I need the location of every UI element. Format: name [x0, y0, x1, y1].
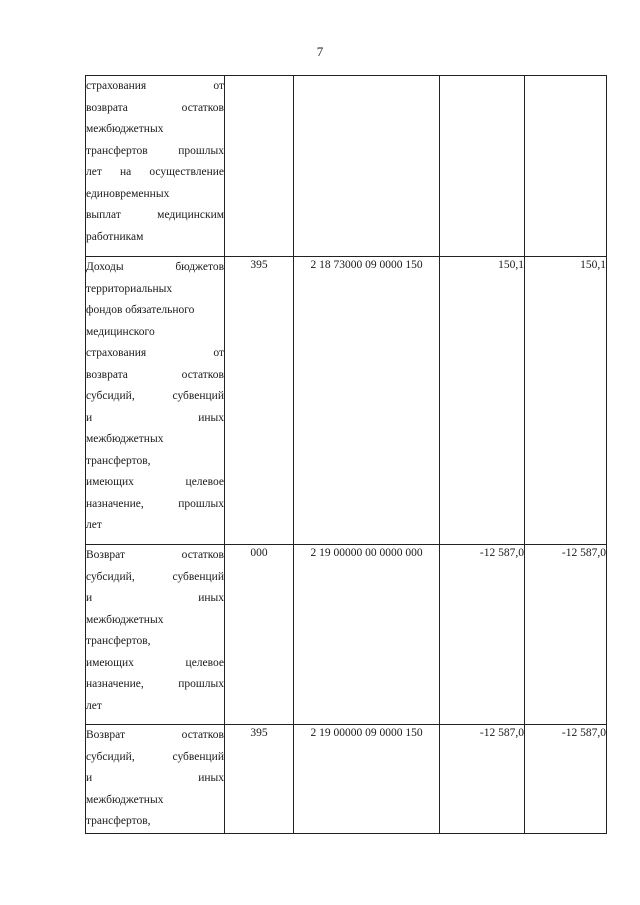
name-line: страхования от: [86, 80, 224, 92]
budget-table: [85, 75, 607, 834]
name-line: межбюджетных: [86, 613, 164, 626]
name-line: Доходы бюджетов: [86, 261, 224, 273]
name-line: и иных: [86, 592, 224, 604]
name-line: выплат медицинским: [86, 209, 224, 221]
row-code-cell: 395: [225, 257, 294, 545]
row-name-cell: [86, 257, 225, 545]
name-line: трансфертов прошлых: [86, 144, 224, 157]
page-number: 7: [316, 44, 324, 59]
row-value2-cell: -12 587,0: [525, 725, 607, 834]
name-line: лет: [86, 519, 102, 531]
name-line: трансфертов,: [86, 815, 151, 827]
row-value2-cell: 150,1: [525, 257, 607, 545]
name-line: лет: [86, 699, 102, 712]
row-name-cell: [86, 76, 225, 257]
name-line: единовременных: [86, 187, 170, 200]
name-line: территориальных: [86, 282, 173, 295]
name-line: назначение, прошлых: [86, 678, 224, 690]
name-line: субсидий, субвенций: [86, 390, 224, 402]
row-value1-cell: -12 587,0: [440, 545, 525, 725]
name-line: межбюджетных: [86, 123, 164, 135]
name-line: лет на осуществление: [86, 166, 224, 178]
row-value1-cell: [440, 76, 525, 257]
row-value1-cell: -12 587,0: [440, 725, 525, 834]
name-line: назначение, прошлых: [86, 497, 224, 510]
name-line: субсидий, субвенций: [86, 570, 224, 583]
name-line: и иных: [86, 411, 224, 424]
row-code-cell: 000: [225, 545, 294, 725]
row-kbk-cell: [294, 76, 440, 257]
table-row: [86, 545, 607, 725]
name-line: и иных: [86, 772, 224, 784]
table-row: [86, 76, 607, 257]
name-line: Возврат остатков: [86, 729, 224, 741]
row-value2-cell: -12 587,0: [525, 545, 607, 725]
row-name-cell: [86, 725, 225, 834]
table-body: [86, 76, 607, 834]
name-line: субсидий, субвенций: [86, 750, 224, 763]
name-line: межбюджетных: [86, 433, 164, 445]
table-row: [86, 257, 607, 545]
name-line: имеющих целевое: [86, 656, 224, 669]
row-value2-cell: [525, 76, 607, 257]
name-line: трансфертов,: [86, 454, 151, 467]
name-line: возврата остатков: [86, 368, 224, 381]
name-line: межбюджетных: [86, 793, 164, 806]
name-line: имеющих целевое: [86, 476, 224, 488]
row-value1-cell: 150,1: [440, 257, 525, 545]
name-line: Возврат остатков: [86, 549, 224, 561]
row-code-cell: 395: [225, 725, 294, 834]
name-line: фондов обязательного: [86, 304, 195, 316]
row-kbk-cell: 2 18 73000 09 0000 150: [294, 257, 440, 545]
row-code-cell: [225, 76, 294, 257]
name-line: медицинского: [86, 325, 155, 338]
row-name-cell: [86, 545, 225, 725]
row-kbk-cell: 2 19 00000 09 0000 150: [294, 725, 440, 834]
row-kbk-cell: 2 19 00000 00 0000 000: [294, 545, 440, 725]
table-row: [86, 725, 607, 834]
name-line: трансфертов,: [86, 635, 151, 647]
name-line: возврата остатков: [86, 101, 224, 114]
name-line: работникам: [86, 230, 144, 243]
name-line: страхования от: [86, 347, 224, 359]
